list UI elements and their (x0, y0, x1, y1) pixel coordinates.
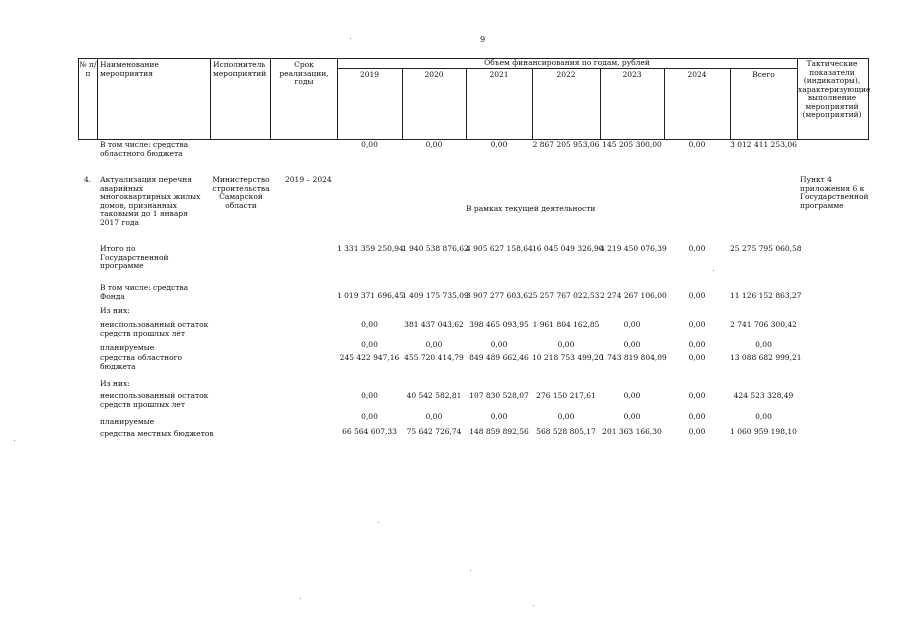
value-cell: 424 523 328,49 (733, 391, 794, 400)
value-cell: 1 743 819 804,09 (600, 353, 667, 362)
page-number: 9 (480, 35, 486, 44)
scan-speck (378, 522, 379, 523)
divider (210, 58, 211, 139)
value-cell: 0,00 (623, 412, 641, 421)
item-number: 4. (84, 175, 92, 184)
value-cell: 0,00 (425, 412, 443, 421)
scan-speck (300, 598, 301, 599)
value-cell: 16 045 049 326,90 (532, 244, 604, 253)
total-label: Итого по Государственной программе (100, 244, 169, 270)
header-year-2024: 2024 (687, 70, 707, 79)
value-cell: 1 331 359 250,94 (337, 244, 404, 253)
item-name: Актуализация перечня аварийных многоквартирных жилых домов, признанных таковыми до 1 января 2017 года (100, 175, 201, 227)
header-year-2020: 2020 (424, 70, 444, 79)
header-year-2022: 2022 (556, 70, 576, 79)
value-cell: 0,00 (490, 140, 508, 149)
value-cell: 4 219 450 076,39 (600, 244, 667, 253)
local-label: средства местных бюджетов (100, 429, 214, 438)
value-cell: 455 720 414,79 (404, 353, 464, 362)
header-period: Срок реализации, годы (279, 60, 329, 86)
value-cell: 5 257 767 022,53 (532, 291, 600, 300)
fund-of-label: Из них: (100, 306, 130, 315)
regional-unused-label: неиспользованный остаток средств прошлых лет (100, 391, 209, 409)
value-cell: 381 437 043,62 (404, 320, 464, 329)
value-cell: 0,00 (688, 340, 706, 349)
value-cell: 245 422 947,16 (339, 353, 400, 362)
value-cell: 0,00 (361, 140, 378, 149)
value-cell: 0,00 (688, 320, 706, 329)
scan-speck (14, 440, 15, 441)
value-cell: 2 274 267 106,00 (600, 291, 667, 300)
value-cell: 0,00 (361, 320, 378, 329)
value-cell: 0,00 (688, 427, 706, 436)
header-executor: Исполнитель мероприятий (213, 60, 267, 78)
value-cell: 276 150 217,61 (536, 391, 596, 400)
value-cell: 0,00 (557, 340, 575, 349)
scan-speck (350, 38, 351, 39)
header-no: № п/п (79, 60, 97, 78)
header-total: Всего (752, 70, 775, 79)
value-cell: 1 940 538 876,62 (402, 244, 469, 253)
value-cell: 0,00 (755, 412, 772, 421)
value-cell: 0,00 (490, 340, 508, 349)
value-cell: 66 564 607,33 (342, 427, 397, 436)
value-cell: 1 409 175 735,09 (402, 291, 469, 300)
value-cell: 568 528 805,17 (536, 427, 596, 436)
item-indicator: Пункт 4 приложения 6 к Государственной программе (800, 175, 869, 210)
header-indicators: Тактические показатели (индикаторы), характеризующие выполнение мероприятий (мероприятий) (798, 59, 871, 119)
row-regional-label: В том числе: средства областного бюджета (100, 140, 189, 158)
regional-of-label: Из них: (100, 379, 130, 388)
fund-unused-label: неиспользованный остаток средств прошлых лет (100, 320, 209, 338)
value-cell: 10 218 753 499,20 (532, 353, 604, 362)
scan-speck (533, 605, 534, 606)
value-cell: 2 867 205 953,06 (532, 140, 600, 149)
value-cell: 11 126 152 863,27 (730, 291, 802, 300)
value-cell: 0,00 (557, 412, 575, 421)
value-cell: 1 019 371 696,45 (337, 291, 404, 300)
value-cell: 0,00 (490, 412, 508, 421)
value-cell: 0,00 (688, 291, 706, 300)
item-note: В рамках текущей деятельности (466, 204, 596, 213)
value-cell: 4 905 627 158,64 (466, 244, 533, 253)
value-cell: 1 060 959 198,10 (730, 427, 797, 436)
value-cell: 148 859 892,56 (469, 427, 529, 436)
value-cell: 3 907 277 603,62 (466, 291, 533, 300)
scan-speck (470, 570, 471, 571)
header-year-2019: 2019 (359, 70, 380, 79)
value-cell: 40 542 582,81 (406, 391, 462, 400)
scan-speck (713, 270, 714, 271)
value-cell: 2 741 706 300,42 (730, 320, 797, 329)
fund-planned-label: планируемые (100, 343, 155, 352)
divider (337, 68, 797, 69)
fund-label: В том числе: средства Фонда (100, 283, 189, 301)
value-cell: 398 465 093,95 (469, 320, 529, 329)
divider (97, 58, 98, 139)
header-funding: Объем финансирования по годам, рублей (484, 58, 650, 67)
header-year-2021: 2021 (489, 70, 509, 79)
value-cell: 0,00 (425, 340, 443, 349)
item-period: 2019 – 2024 (285, 175, 332, 184)
header-name: Наименование мероприятия (100, 60, 159, 78)
header-year-2023: 2023 (622, 70, 642, 79)
value-cell: 201 363 166,30 (602, 427, 662, 436)
value-cell: 75 642 726,74 (406, 427, 462, 436)
value-cell: 0,00 (361, 412, 378, 421)
regional-label: средства областного бюджета (100, 353, 183, 371)
value-cell: 0,00 (755, 340, 772, 349)
value-cell: 0,00 (688, 353, 706, 362)
value-cell: 0,00 (688, 244, 706, 253)
value-cell: 3 012 411 253,06 (730, 140, 797, 149)
value-cell: 0,00 (425, 140, 443, 149)
value-cell: 0,00 (623, 391, 641, 400)
value-cell: 13 088 682 999,21 (730, 353, 802, 362)
regional-planned-label: планируемые (100, 417, 155, 426)
value-cell: 0,00 (688, 140, 706, 149)
value-cell: 0,00 (688, 412, 706, 421)
item-executor: Министерство строительства Самарской области (212, 175, 270, 210)
value-cell: 0,00 (361, 340, 378, 349)
value-cell: 849 489 662,46 (469, 353, 529, 362)
value-cell: 25 275 795 060,58 (730, 244, 802, 253)
value-cell: 0,00 (623, 320, 641, 329)
value-cell: 0,00 (361, 391, 378, 400)
value-cell: 145 205 300,00 (602, 140, 662, 149)
value-cell: 1 961 804 162,85 (532, 320, 600, 329)
value-cell: 0,00 (688, 391, 706, 400)
value-cell: 0,00 (623, 340, 641, 349)
value-cell: 107 830 528,07 (469, 391, 529, 400)
